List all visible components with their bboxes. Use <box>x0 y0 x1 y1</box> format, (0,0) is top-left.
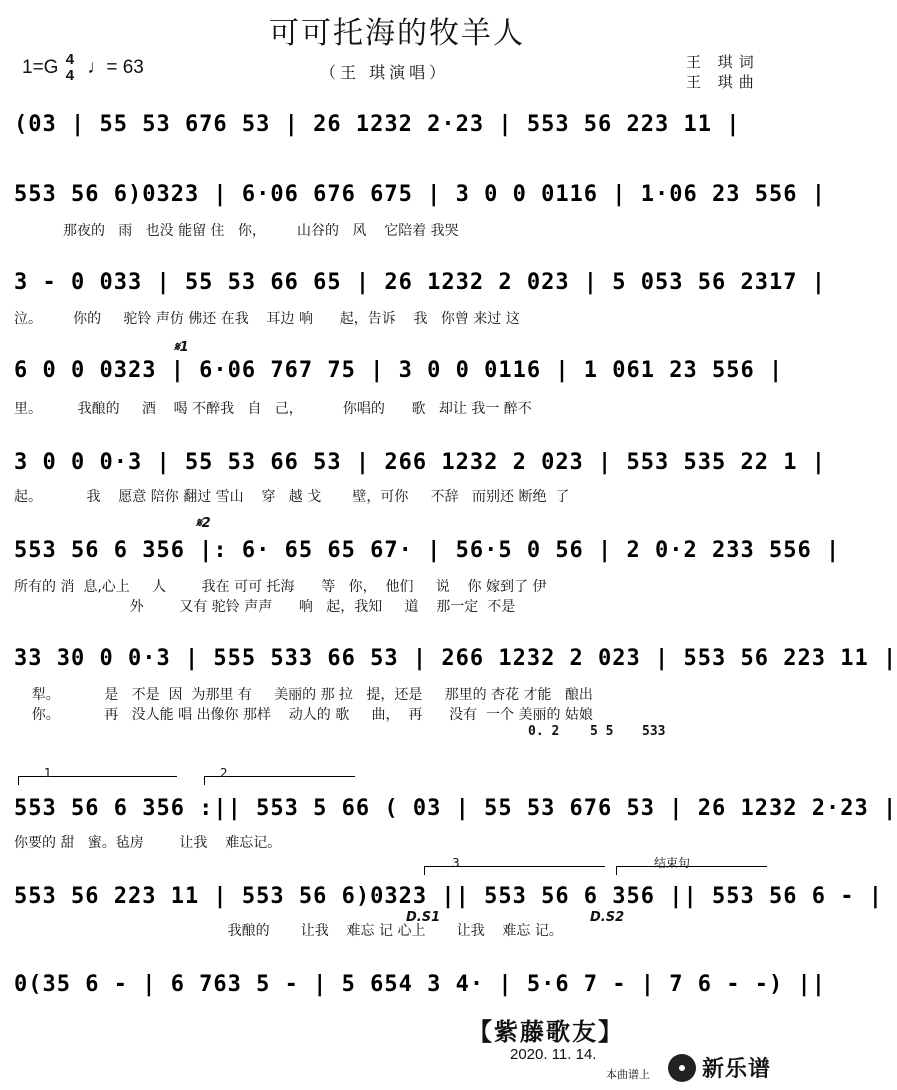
credits <box>686 52 760 92</box>
volta-number: 1 <box>44 766 52 780</box>
site-logo[interactable] <box>668 1052 771 1083</box>
notation-row: (03 | 55 53 676 53 | 26 1232 2·23 | 553 56 223 11 | <box>14 112 741 137</box>
disc-icon <box>668 1054 696 1082</box>
volta-number: 3 <box>452 856 460 870</box>
logo-text: 新乐谱 <box>702 1057 772 1082</box>
page-title: 可可托海的牧羊人 <box>269 16 525 51</box>
notation-row: 0(35 6 - | 6 763 5 - | 5 654 3 4· | 5·6 7 - | 7 6 - -) || <box>14 972 826 997</box>
composer-credit: 王 琪曲 <box>686 73 760 91</box>
volta-bracket <box>18 776 177 785</box>
notation-row: 33 30 0 0·3 | 555 533 66 53 | 266 1232 2 023 | 553 56 223 11 | <box>14 646 897 671</box>
notation-row: 3 - 0 033 | 55 53 66 65 | 26 1232 2 023 | 5 053 56 2317 | <box>14 270 826 295</box>
alt-note: 0. 2 <box>528 724 560 739</box>
lyric-line: 你。 再 没人能 唱 出像你 那样 动人的 歌 曲， 再 没有 一个 美丽的 姑娘 <box>14 707 593 723</box>
alt-note: 5 5 <box>590 724 614 739</box>
lyric-line: 外 又有 驼铃 声声 响 起，我知 道 那一定 不是 <box>14 599 516 615</box>
key-signature <box>22 52 144 84</box>
notation-row: 553 56 223 11 | 553 56 6)0323 || 553 56 6 356 || 553 56 6 - | <box>14 884 883 909</box>
lyric-line: 你要的 甜 蜜。毡房 让我 难忘记。 <box>14 835 282 851</box>
volta-number: 2 <box>220 766 228 780</box>
ending-label: 结束句 <box>654 856 691 870</box>
lyric-line: 那夜的 雨 也没 能留 住 你， 山谷的 风 它陪着 我哭 <box>14 223 459 239</box>
signature: 【紫藤歌友】 <box>468 1018 624 1046</box>
lyric-line: 我酿的 让我 难忘 记 心上 让我 难忘 记。 <box>14 923 563 939</box>
lyricist-credit: 王 琪词 <box>686 53 760 71</box>
notation-row: 553 56 6 356 :|| 553 5 66 ( 03 | 55 53 676 53 | 26 1232 2·23 | <box>14 796 897 821</box>
time-bottom: 4 <box>65 67 75 84</box>
lyric-line: 泣。 你的 驼铃 声仿 佛还 在我 耳边 响 起，告诉 我 你曾 来过 这 <box>14 311 520 327</box>
singer-credit: （王 琪演唱） <box>320 63 450 82</box>
tempo-mark: ♩= 63 <box>87 57 144 79</box>
ds-mark: D.S2 <box>590 910 625 925</box>
lyric-line: 所有的 消 息,心上 人 我在 可可 托海 等 你， 他们 说 你 嫁到了 伊 <box>14 579 547 595</box>
segno-mark: 𝄋2 <box>196 516 211 531</box>
ds-mark: D.S1 <box>406 910 441 925</box>
notation-row: 553 56 6 356 |: 6· 65 65 67· | 56·5 0 56 | 2 0·2 233 556 | <box>14 538 841 563</box>
notation-row: 6 0 0 0323 | 6·06 767 75 | 3 0 0 0116 | 1 061 23 556 | <box>14 358 784 383</box>
time-top: 4 <box>65 51 75 68</box>
notation-row: 553 56 6)0323 | 6·06 676 675 | 3 0 0 0116 | 1·06 23 556 | <box>14 182 826 207</box>
key-label: 1=G <box>22 57 59 79</box>
lyric-line: 里。 我酿的 酒 喝 不醉我 自 己， 你唱的 歌 却让 我一 醉不 <box>14 401 532 417</box>
lyric-line: 起。 我 愿意 陪你 翻过 雪山 穿 越 戈 壁，可你 不辞 而别还 断绝 了 <box>14 489 570 505</box>
notation-row: 3 0 0 0·3 | 55 53 66 53 | 266 1232 2 023 | 553 535 22 1 | <box>14 450 826 475</box>
coda-bracket <box>616 866 767 875</box>
date: 2020. 11. 14. <box>510 1046 597 1063</box>
alt-note: 533 <box>642 724 666 739</box>
time-signature <box>66 52 74 84</box>
upload-note: 本曲谱上 <box>606 1068 650 1081</box>
segno-mark: 𝄋1 <box>174 340 189 355</box>
lyric-line: 犁。 是 不是 因 为那里 有 美丽的 那 拉 提，还是 那里的 杏花 才能 酿出 <box>14 687 593 703</box>
